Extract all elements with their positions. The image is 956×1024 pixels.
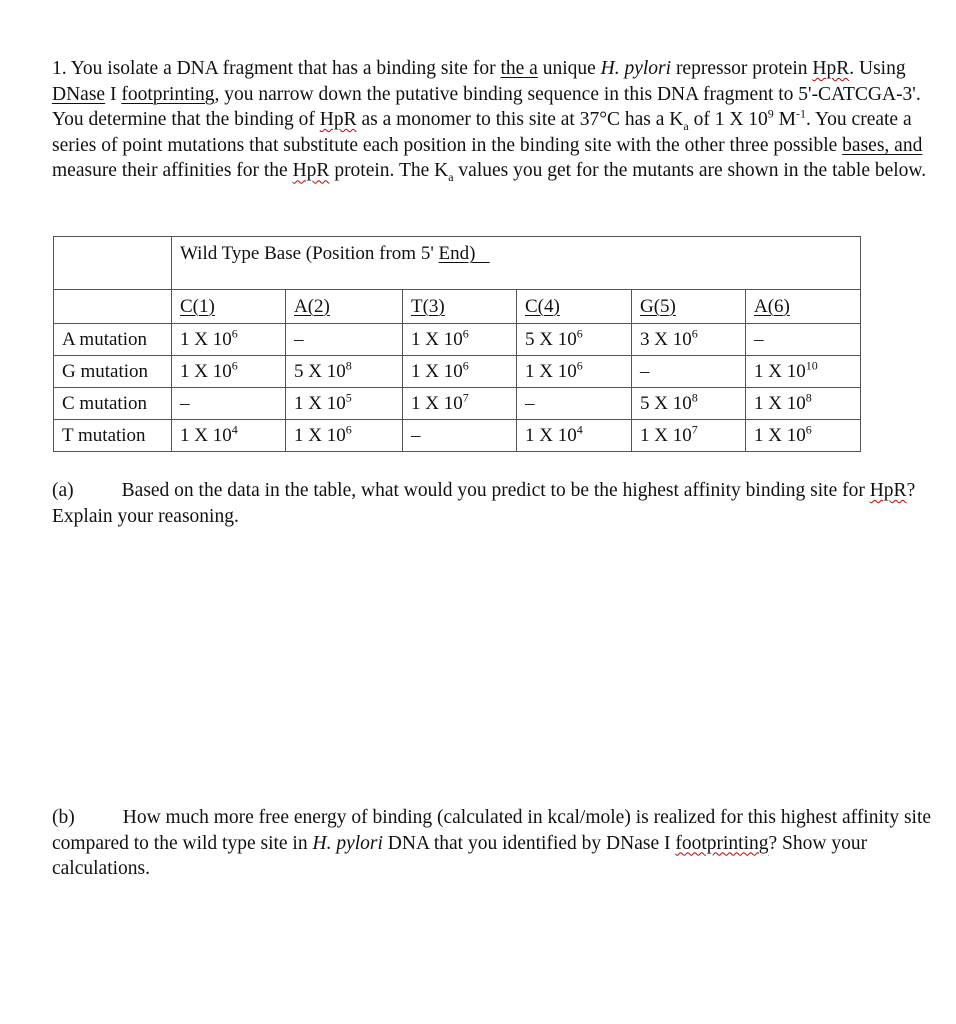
cell-value: 1 X 10 [640, 424, 692, 446]
table-cell [172, 356, 286, 388]
cell-exponent: 7 [462, 390, 469, 405]
part-label: (a) [52, 480, 74, 501]
intro-text: M [773, 109, 797, 131]
cell-value: – [525, 392, 535, 414]
table-cell [632, 324, 746, 356]
cell-value: 1 X 10 [411, 392, 463, 414]
intro-text: footprinting [121, 83, 215, 105]
intro-text: protein. The K [329, 160, 449, 182]
cell-exponent: 6 [805, 422, 812, 437]
table-row [54, 420, 861, 452]
table-title-row [54, 237, 861, 290]
part-b-text: footprinting [675, 832, 769, 854]
intro-text: measure their affinities for the [52, 160, 293, 182]
species-name: H. pylori [312, 832, 383, 854]
table-cell [172, 324, 286, 356]
cell-value: 1 X 10 [294, 392, 346, 414]
question-number: 1. [52, 58, 67, 79]
intro-text: repressor protein [671, 58, 813, 79]
table-row [54, 324, 861, 356]
column-header [403, 290, 517, 324]
table-cell [403, 420, 517, 452]
intro-text: bases, and [842, 134, 923, 156]
column-header-text: C(1) [180, 295, 215, 317]
column-header-text: C(4) [525, 295, 560, 317]
cell-value: – [294, 328, 304, 350]
cell-value: 1 X 10 [754, 360, 806, 382]
intro-text: You isolate a DNA fragment that has a binding site for [70, 58, 501, 79]
cell-value: 1 X 10 [180, 360, 232, 382]
table-cell [746, 356, 861, 388]
cell-value: – [640, 360, 650, 382]
cell-value: 1 X 10 [754, 392, 806, 414]
table-cell [517, 324, 632, 356]
intro-text: . You create a series of point mutations that substitute each position in the binding site with the other three possible [52, 109, 912, 156]
column-header-text: T(3) [411, 295, 445, 317]
cell-exponent: 6 [462, 326, 469, 341]
cell-value: 1 X 10 [294, 424, 346, 446]
intro-text: . Using [849, 58, 906, 79]
intro-text: values you get for the mutants are shown in the table below. [453, 160, 927, 182]
question-part-b [52, 805, 932, 882]
part-b-text: How much more free energy of binding (calculated in kcal/mole) is realized for this highest affinity site compared to the wild type site in [52, 807, 932, 854]
intro-text: the a [500, 58, 538, 79]
table-cell [517, 388, 632, 420]
row-label: T mutation [54, 420, 172, 452]
cell-exponent: 10 [805, 358, 818, 373]
cell-value: 5 X 10 [525, 328, 577, 350]
cell-value: 5 X 10 [294, 360, 346, 382]
cell-value: 3 X 10 [640, 328, 692, 350]
column-header-text: A(2) [294, 295, 330, 317]
row-label: A mutation [54, 324, 172, 356]
cell-value: – [180, 392, 190, 414]
table-cell [286, 420, 403, 452]
question-part-a [52, 478, 932, 529]
column-header [517, 290, 632, 324]
table-title-text: Wild Type Base (Position from 5' [180, 243, 439, 264]
cell-exponent: 8 [345, 358, 352, 373]
cell-exponent: 4 [231, 422, 238, 437]
intro-text: DNase [52, 83, 106, 105]
cell-value: 1 X 10 [411, 328, 463, 350]
table-cell [403, 356, 517, 388]
column-header [286, 290, 403, 324]
table-cell [632, 388, 746, 420]
cell-exponent: 8 [805, 390, 812, 405]
superscript: 9 [767, 106, 774, 121]
table-cell [54, 290, 172, 324]
cell-value: 1 X 10 [525, 360, 577, 382]
table-cell [632, 356, 746, 388]
part-b-text: DNA that you identified by DNase I [382, 832, 676, 854]
part-b-text: ? Show your calculations. [52, 832, 868, 880]
cell-exponent: 6 [691, 326, 698, 341]
cell-exponent: 5 [345, 390, 352, 405]
cell-value: – [411, 424, 421, 446]
row-label: G mutation [54, 356, 172, 388]
column-header-text: A(6) [754, 295, 790, 317]
species-name: H. pylori [600, 58, 672, 79]
cell-exponent: 6 [576, 358, 583, 373]
cell-exponent: 8 [691, 390, 698, 405]
part-a-text: Based on the data in the table, what would you predict to be the highest affinity binding site for [121, 480, 870, 501]
cell-exponent: 6 [231, 358, 238, 373]
column-header [632, 290, 746, 324]
subscript: a [448, 170, 454, 185]
table-cell [517, 356, 632, 388]
cell-exponent: 6 [462, 358, 469, 373]
intro-text: as a monomer to this site at 37°C has a K [356, 109, 684, 131]
cell-exponent: 6 [576, 326, 583, 341]
cell-value: 1 X 10 [754, 424, 806, 446]
table-cell [746, 420, 861, 452]
table-cell [517, 420, 632, 452]
cell-value: 1 X 10 [180, 328, 232, 350]
cell-value: – [754, 328, 764, 350]
table-row [54, 356, 861, 388]
ka-mutation-table [53, 236, 861, 452]
column-header [172, 290, 286, 324]
table-cell [54, 237, 172, 290]
table-cell [172, 420, 286, 452]
intro-text: HpR [319, 109, 357, 131]
cell-value: 1 X 10 [411, 360, 463, 382]
table-cell [403, 388, 517, 420]
table-title [172, 237, 861, 290]
table-cell [746, 388, 861, 420]
intro-text: HpR [292, 160, 330, 182]
intro-text: of 1 X 10 [688, 109, 768, 131]
table-row [54, 388, 861, 420]
part-a-text: HpR [869, 480, 907, 501]
question-intro [52, 56, 932, 184]
table-title-underline [475, 243, 489, 264]
row-label: C mutation [54, 388, 172, 420]
cell-exponent: 7 [691, 422, 698, 437]
subscript: a [683, 119, 689, 134]
table-title-text: End) [438, 243, 476, 264]
cell-exponent: 6 [231, 326, 238, 341]
part-label: (b) [52, 807, 75, 828]
intro-text: I [105, 83, 122, 105]
table-cell [746, 324, 861, 356]
intro-text: , you narrow down the putative binding sequence in this DNA fragment to 5'-CATCGA-3'. You determine that the binding of [52, 83, 921, 131]
cell-value: 1 X 10 [180, 424, 232, 446]
table-cell [286, 356, 403, 388]
table-cell [403, 324, 517, 356]
intro-text: HpR [812, 58, 850, 79]
intro-text: unique [537, 58, 601, 79]
table-cell [286, 388, 403, 420]
part-a-text: ? Explain your reasoning. [52, 480, 916, 527]
table-cell [172, 388, 286, 420]
superscript: -1 [796, 106, 807, 121]
table-header-row [54, 290, 861, 324]
cell-exponent: 4 [576, 422, 583, 437]
cell-exponent: 6 [345, 422, 352, 437]
cell-value: 5 X 10 [640, 392, 692, 414]
column-header-text: G(5) [640, 295, 676, 317]
column-header [746, 290, 861, 324]
table-cell [632, 420, 746, 452]
table-cell [286, 324, 403, 356]
cell-value: 1 X 10 [525, 424, 577, 446]
